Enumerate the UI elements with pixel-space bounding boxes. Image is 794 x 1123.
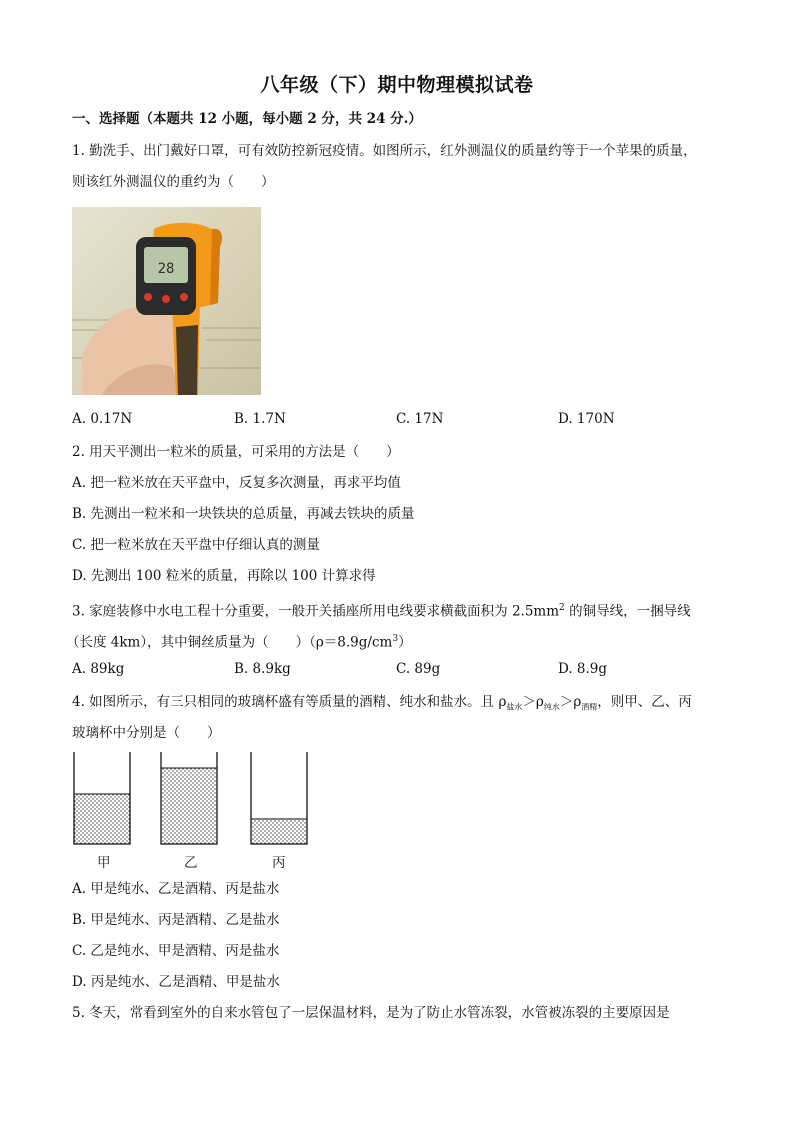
q1-option-b: B. 1.7N xyxy=(234,411,286,427)
beaker-bing xyxy=(251,752,307,844)
q4-stem-line2: 玻璃杯中分别是（ ） xyxy=(72,725,221,741)
q4-option-a: A. 甲是纯水、乙是酒精、丙是盐水 xyxy=(72,881,280,897)
q1-stem-line1: 1. 勤洗手、出门戴好口罩，可有效防控新冠疫情。如图所示，红外测温仪的质量约等于一个苹果的质量， xyxy=(72,143,697,159)
q5-stem: 5. 冬天，常看到室外的自来水管包了一层保温材料，是为了防止水管冻裂，水管被冻裂的主要原因是 xyxy=(72,1005,670,1021)
page-title: 八年级（下）期中物理模拟试卷 xyxy=(260,74,534,96)
q3-option-d: D. 8.9g xyxy=(558,661,608,677)
q4-stem-line1: 4. 如图所示，有三只相同的玻璃杯盛有等质量的酒精、纯水和盐水。且 $\rho_{盐水}>\rho_{纯水}>\rho_{酒精}$，则甲、乙、丙 xyxy=(72,694,692,712)
infrared-thermometer-photo xyxy=(72,207,261,395)
beaker-yi xyxy=(161,752,217,844)
beaker-label-jia: 甲 xyxy=(97,855,111,871)
q2-stem: 2. 用天平测出一粒米的质量，可采用的方法是（ ） xyxy=(72,444,400,460)
q2-option-b: B. 先测出一粒米和一块铁块的总质量，再减去铁块的质量 xyxy=(72,506,415,522)
q3-stem-line1: 3. 家庭装修中水电工程十分重要，一般开关插座所用电线要求横截面积为 $2.5mm^2$ 的铜导线，一捆导线 xyxy=(72,603,691,620)
q4-option-d: D. 丙是纯水、乙是酒精、甲是盐水 xyxy=(72,974,280,990)
q2-option-a: A. 把一粒米放在天平盘中，反复多次测量，再求平均值 xyxy=(72,475,401,491)
q3-option-c: C. 89g xyxy=(396,661,441,677)
q4-option-b: B. 甲是纯水、丙是酒精、乙是盐水 xyxy=(72,912,280,928)
q1-option-a: A. 0.17N xyxy=(72,411,133,427)
q1-stem-line2: 则该红外测温仪的重约为（ ） xyxy=(72,174,275,190)
beaker-jia xyxy=(74,752,130,844)
q3-option-b: B. 8.9kg xyxy=(234,661,291,677)
q2-option-c: C. 把一粒米放在天平盘中仔细认真的测量 xyxy=(72,537,320,553)
q2-option-d: D. 先测出 100 粒米的质量，再除以 100 计算求得 xyxy=(72,568,376,584)
beaker-label-yi: 乙 xyxy=(184,855,198,871)
q1-option-c: C. 17N xyxy=(396,411,444,427)
section-heading: 一、选择题（本题共 12 小题，每小题 2 分，共 24 分.） xyxy=(72,111,422,127)
beaker-label-bing: 丙 xyxy=(272,855,286,871)
q3-option-a: A. 89kg xyxy=(72,661,125,677)
q4-option-c: C. 乙是纯水、甲是酒精、丙是盐水 xyxy=(72,943,280,959)
lcd-reading: 28 xyxy=(157,261,175,277)
q1-option-d: D. 170N xyxy=(558,411,615,427)
q3-stem-line2: （长度 4km），其中铜丝质量为（ ）$(\rho=8.9g/cm^3)$ xyxy=(66,634,412,651)
